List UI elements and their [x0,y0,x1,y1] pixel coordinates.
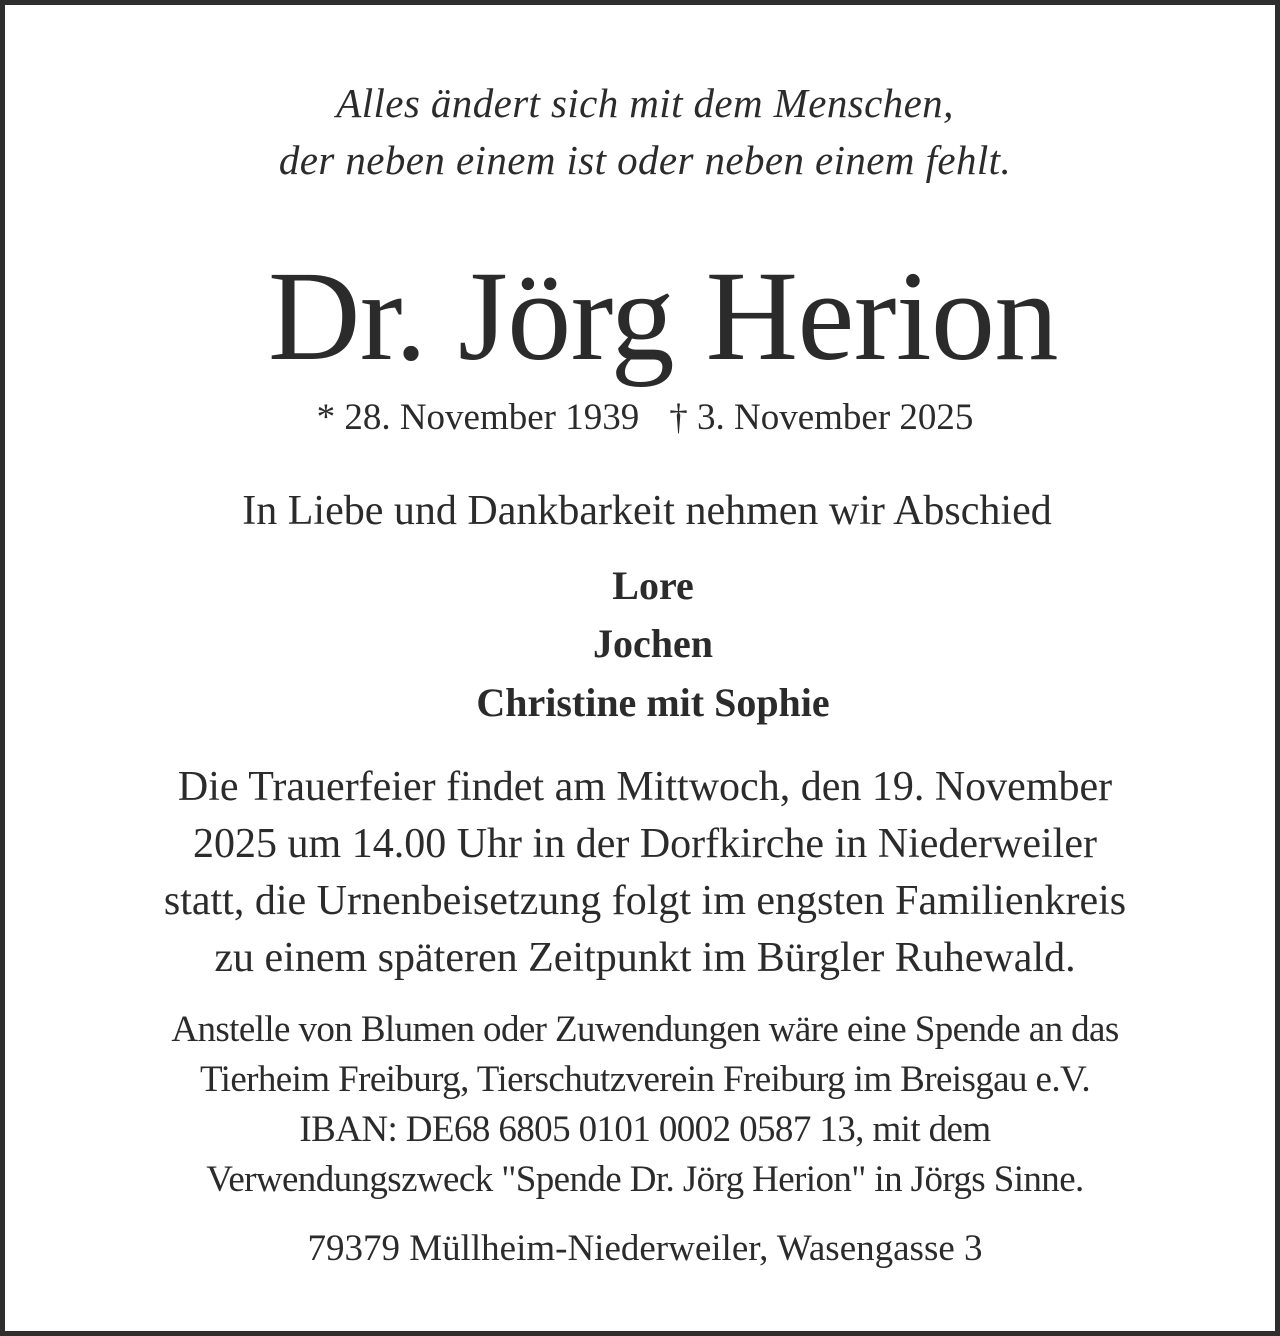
donation-line: Anstelle von Blumen oder Zuwendungen wäre eine Spende an das [171,1009,1119,1050]
donation-line: IBAN: DE68 6805 0101 0002 0587 13, mit dem [299,1109,991,1150]
death-date: † 3. November 2025 [669,397,974,438]
ceremony-line: zu einem späteren Zeitpunkt im Bürgler Ruhewald. [214,935,1076,981]
birth-date: * 28. November 1939 [316,397,640,438]
ceremony-line: 2025 um 14.00 Uhr in der Dorfkirche in Niederweiler [193,821,1097,867]
farewell-text: In Liebe und Dankbarkeit nehmen wir Abschied [242,488,1052,534]
mourner-name: Lore [612,563,694,608]
ceremony-line: statt, die Urnenbeisetzung folgt im engsten Familienkreis [163,878,1127,924]
quote-line-2: der neben einem ist oder neben einem fehlt. [278,137,1012,183]
life-dates [5,396,1280,439]
quote-line-1: Alles ändert sich mit dem Menschen, [336,80,954,126]
deceased-name: Dr. Jörg Herion [267,245,1059,387]
mourner-name: Christine mit Sophie [476,680,830,725]
donation-line: Verwendungszweck "Spende Dr. Jörg Herion" in Jörgs Sinne. [206,1159,1084,1200]
donation-line: Tierheim Freiburg, Tierschutzverein Freiburg im Breisgau e.V. [199,1059,1091,1100]
family-address: 79379 Müllheim-Niederweiler, Wasengasse 3 [307,1228,983,1269]
mourner-name: Jochen [593,621,713,666]
ceremony-line: Die Trauerfeier findet am Mittwoch, den 19. November [177,764,1113,810]
